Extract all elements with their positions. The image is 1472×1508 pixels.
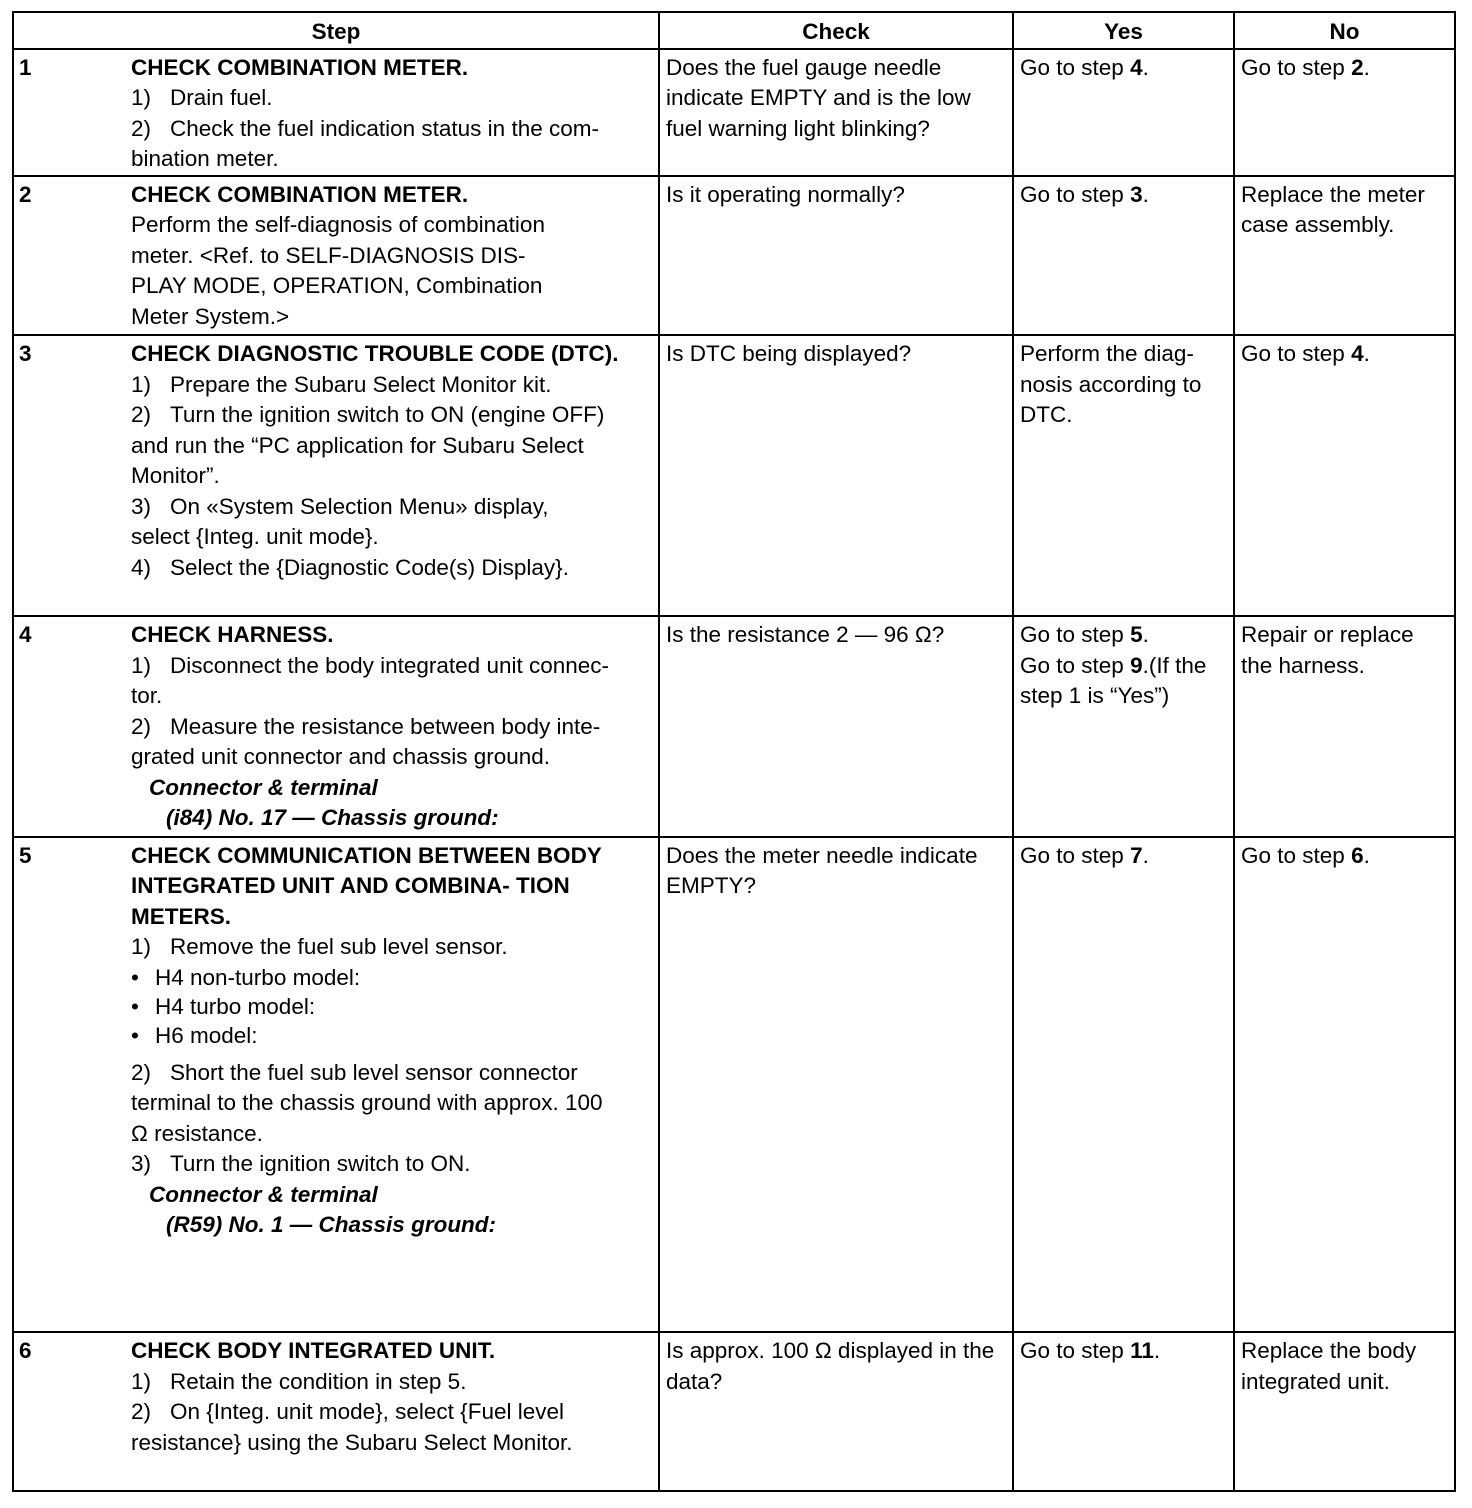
check-question: Is approx. 100 Ω displayed in the data? (659, 1332, 1013, 1491)
no-action: Go to step 6. (1234, 837, 1455, 1333)
step-title: CHECK COMBINATION METER. (131, 54, 469, 80)
step-description (131, 335, 659, 616)
step-description (131, 616, 659, 837)
spec-title: Connector & terminal (149, 774, 378, 800)
header-row (13, 12, 1455, 49)
instruction-line: 1) Disconnect the body integrated unit connec- (131, 652, 610, 678)
instruction-line: bination meter. (131, 146, 279, 171)
step-description (131, 49, 659, 176)
step-number: 6 (13, 1332, 131, 1491)
bullet-item: • H4 turbo model: (131, 993, 316, 1019)
table-row (13, 616, 1455, 837)
check-question: Does the fuel gauge needle indicate EMPTY and is the low fuel warning light blinking? (659, 49, 1013, 176)
instruction-line: PLAY MODE, OPERATION, Combination (131, 273, 543, 299)
instruction-line: 2) Turn the ignition switch to ON (engine OFF) (131, 402, 605, 428)
spec-title: Connector & terminal (149, 1181, 378, 1207)
no-action: Replace the body integrated unit. (1234, 1332, 1455, 1491)
yes-action: Go to step 5. Go to step 9.(If the step 1 is “Yes”) (1013, 616, 1234, 837)
instruction-line: Perform the self-diagnosis of combination (131, 212, 545, 238)
step-number: 3 (13, 335, 131, 616)
instruction-line: 3) On «System Selection Menu» display, (131, 493, 549, 519)
step-description (131, 837, 659, 1333)
instruction-line: grated unit connector and chassis ground. (131, 744, 551, 770)
step-title: CHECK COMMUNICATION BETWEEN BODY INTEGRATED UNIT AND COMBINA- TION METERS. (131, 842, 602, 929)
step-title: CHECK HARNESS. (131, 622, 334, 648)
instruction-line: 1) Drain fuel. (131, 85, 273, 110)
step-number: 5 (13, 837, 131, 1333)
instruction-line: meter. <Ref. to SELF-DIAGNOSIS DIS- (131, 242, 526, 268)
yes-action: Go to step 7. (1013, 837, 1234, 1333)
step-description (131, 176, 659, 335)
instruction-line: tor. (131, 683, 163, 709)
no-action: Replace the meter case assembly. (1234, 176, 1455, 335)
instruction-line: 2) Short the fuel sub level sensor connector (131, 1059, 578, 1085)
instruction-line: 2) Check the fuel indication status in the com- (131, 115, 599, 141)
instruction-line: 2) On {Integ. unit mode}, select {Fuel level (131, 1399, 564, 1425)
header-step: Step (13, 12, 659, 49)
instruction-line: 1) Retain the condition in step 5. (131, 1368, 467, 1394)
table-row (13, 837, 1455, 1333)
step-number: 1 (13, 49, 131, 176)
instruction-line: resistance} using the Subaru Select Monitor. (131, 1429, 573, 1455)
step-description (131, 1332, 659, 1491)
bullet-item: • H6 model: (131, 1022, 258, 1048)
header-no: No (1234, 12, 1455, 49)
step-number: 4 (13, 616, 131, 837)
diagnostic-procedure-table (12, 11, 1456, 1492)
yes-action: Perform the diag- nosis according to DTC. (1013, 335, 1234, 616)
step-title: CHECK BODY INTEGRATED UNIT. (131, 1338, 496, 1364)
check-question: Is the resistance 2 — 96 Ω? (659, 616, 1013, 837)
check-question: Is it operating normally? (659, 176, 1013, 335)
instruction-line: 1) Remove the fuel sub level sensor. (131, 934, 508, 960)
table-row (13, 176, 1455, 335)
header-yes: Yes (1013, 12, 1234, 49)
bullet-item: • H4 non-turbo model: (131, 964, 361, 990)
instruction-line: Ω resistance. (131, 1120, 263, 1146)
table-row (13, 49, 1455, 176)
instruction-line: and run the “PC application for Subaru Select (131, 432, 584, 458)
yes-action: Go to step 3. (1013, 176, 1234, 335)
instruction-line: 3) Turn the ignition switch to ON. (131, 1151, 471, 1177)
table-row (13, 335, 1455, 616)
check-question: Is DTC being displayed? (659, 335, 1013, 616)
spec-value: (R59) No. 1 — Chassis ground: (166, 1212, 497, 1238)
header-check: Check (659, 12, 1013, 49)
instruction-line: 2) Measure the resistance between body inte- (131, 713, 601, 739)
instruction-line: 4) Select the {Diagnostic Code(s) Display}. (131, 554, 569, 580)
spec-value: (i84) No. 17 — Chassis ground: (166, 805, 499, 831)
instruction-line: Monitor”. (131, 463, 220, 489)
check-question: Does the meter needle indicate EMPTY? (659, 837, 1013, 1333)
instruction-line: Meter System.> (131, 303, 290, 329)
instruction-line: select {Integ. unit mode}. (131, 524, 379, 550)
step-title: CHECK COMBINATION METER. (131, 181, 469, 207)
instruction-line: 1) Prepare the Subaru Select Monitor kit. (131, 371, 552, 397)
yes-action: Go to step 11. (1013, 1332, 1234, 1491)
no-action: Go to step 4. (1234, 335, 1455, 616)
instruction-line: terminal to the chassis ground with approx. 100 (131, 1090, 603, 1116)
step-title: CHECK DIAGNOSTIC TROUBLE CODE (DTC). (131, 341, 619, 367)
table-row (13, 1332, 1455, 1491)
step-number: 2 (13, 176, 131, 335)
yes-action: Go to step 4. (1013, 49, 1234, 176)
no-action: Repair or replace the harness. (1234, 616, 1455, 837)
no-action: Go to step 2. (1234, 49, 1455, 176)
